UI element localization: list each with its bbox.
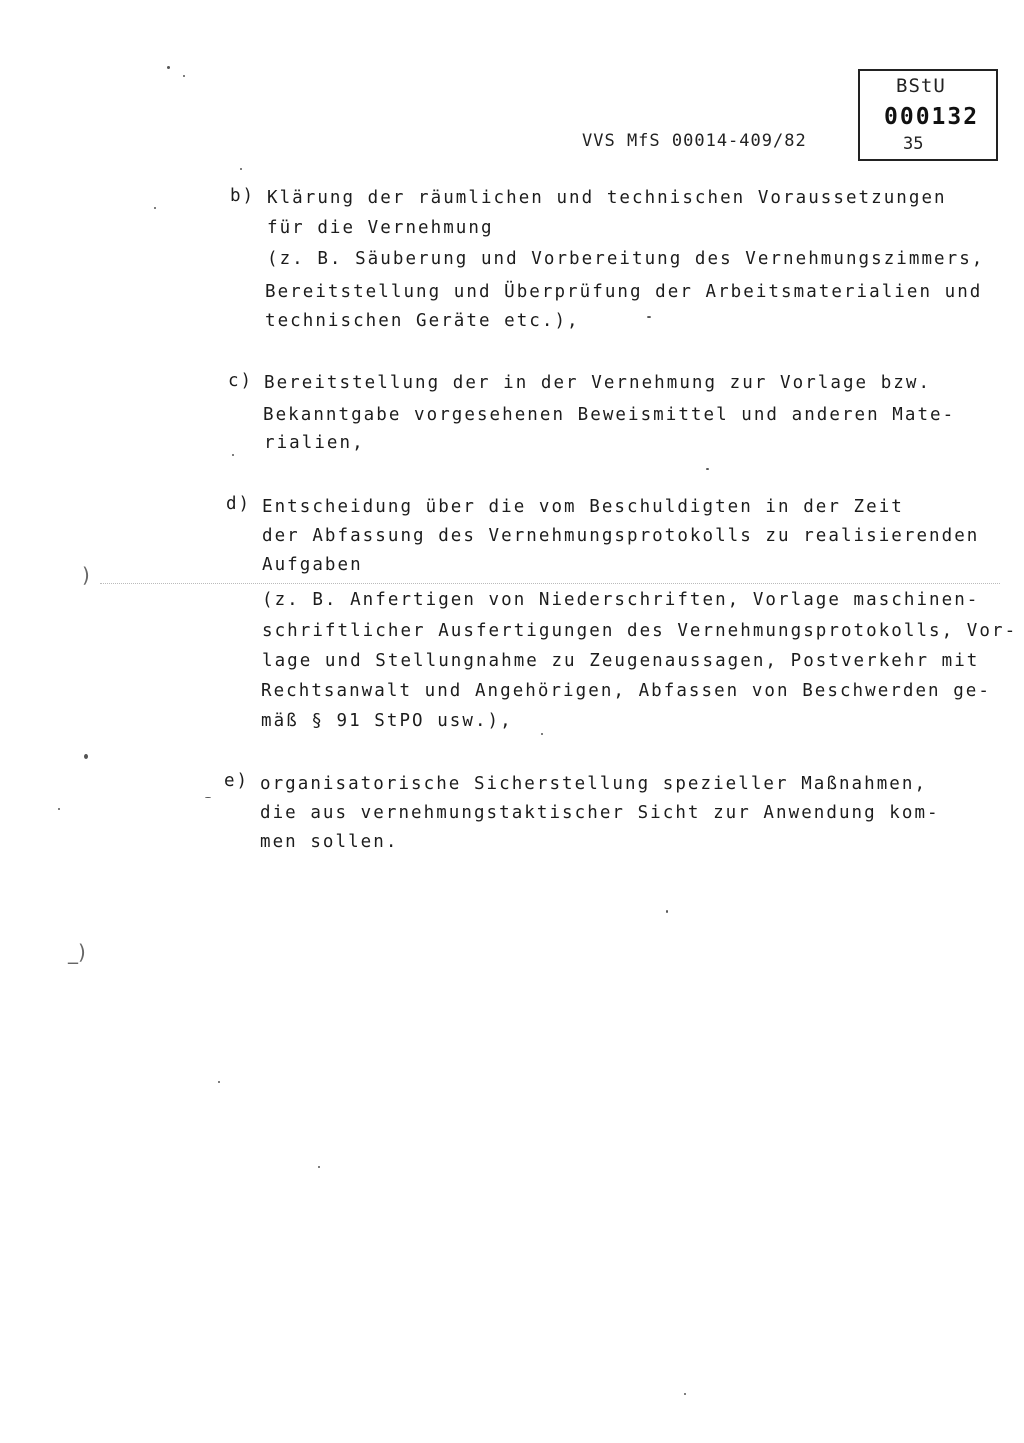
scan-speck [684, 1393, 686, 1395]
scan-speck [167, 66, 170, 69]
item-d-line-2: der Abfassung des Vernehmungsprotokolls zu realisierenden [262, 526, 980, 546]
scan-speck [58, 808, 60, 810]
scan-speck [318, 1166, 320, 1168]
item-d-line-5: schriftlicher Ausfertigungen des Vernehmungsprotokolls, Vor- [262, 621, 1018, 641]
scan-speck [154, 207, 156, 209]
scan-fold-line [100, 583, 1000, 584]
stamp-number: 000132 [884, 104, 980, 130]
item-c-line-1: Bereitstellung der in der Vernehmung zur Vorlage bzw. [264, 373, 932, 393]
scan-speck [706, 468, 709, 470]
item-b-line-4: Bereitstellung und Überprüfung der Arbeitsmaterialien und [265, 282, 983, 302]
item-b-line-5: technischen Geräte etc.), [265, 311, 580, 331]
item-c-line-3: rialien, [264, 433, 365, 453]
punch-hole-mark-lower: _) [68, 940, 86, 964]
item-label-d: d) [226, 494, 252, 514]
scan-speck [205, 797, 211, 798]
punch-hole-mark-upper: ) [82, 563, 90, 587]
stamp-agency: BStU [896, 75, 946, 97]
scan-speck [647, 316, 651, 318]
document-reference: VVS MfS 00014-409/82 [582, 131, 807, 151]
archive-stamp [858, 69, 998, 161]
item-label-b: b) [230, 186, 256, 206]
item-b-line-2: für die Vernehmung [267, 218, 494, 238]
scan-speck [218, 1081, 220, 1083]
item-b-line-1: Klärung der räumlichen und technischen Voraussetzungen [267, 188, 947, 208]
item-c-line-2: Bekanntgabe vorgesehenen Beweismittel und anderen Mate- [263, 405, 956, 425]
item-label-c: c) [228, 371, 254, 391]
item-e-line-1: organisatorische Sicherstellung spezieller Maßnahmen, [260, 774, 928, 794]
stamp-folio: 35 [903, 134, 924, 154]
scan-speck [183, 75, 185, 77]
item-d-line-7: Rechtsanwalt und Angehörigen, Abfassen von Beschwerden ge- [261, 681, 991, 701]
scan-speck [666, 910, 668, 913]
item-b-line-3: (z. B. Säuberung und Vorbereitung des Vernehmungszimmers, [267, 249, 985, 269]
scan-speck [84, 754, 88, 759]
item-d-line-1: Entscheidung über die vom Beschuldigten in der Zeit [262, 497, 904, 517]
item-e-line-3: men sollen. [260, 832, 399, 852]
item-d-line-8: mäß § 91 StPO usw.), [261, 711, 513, 731]
scan-speck [232, 454, 234, 456]
item-d-line-6: lage und Stellungnahme zu Zeugenaussagen, Postverkehr mit [262, 651, 980, 671]
item-d-line-4: (z. B. Anfertigen von Niederschriften, Vorlage maschinen- [262, 590, 980, 610]
item-d-line-3: Aufgaben [262, 555, 363, 575]
item-e-line-2: die aus vernehmungstaktischer Sicht zur Anwendung kom- [260, 803, 940, 823]
item-label-e: e) [224, 771, 250, 791]
scan-speck [541, 733, 543, 735]
scan-speck [240, 168, 242, 170]
